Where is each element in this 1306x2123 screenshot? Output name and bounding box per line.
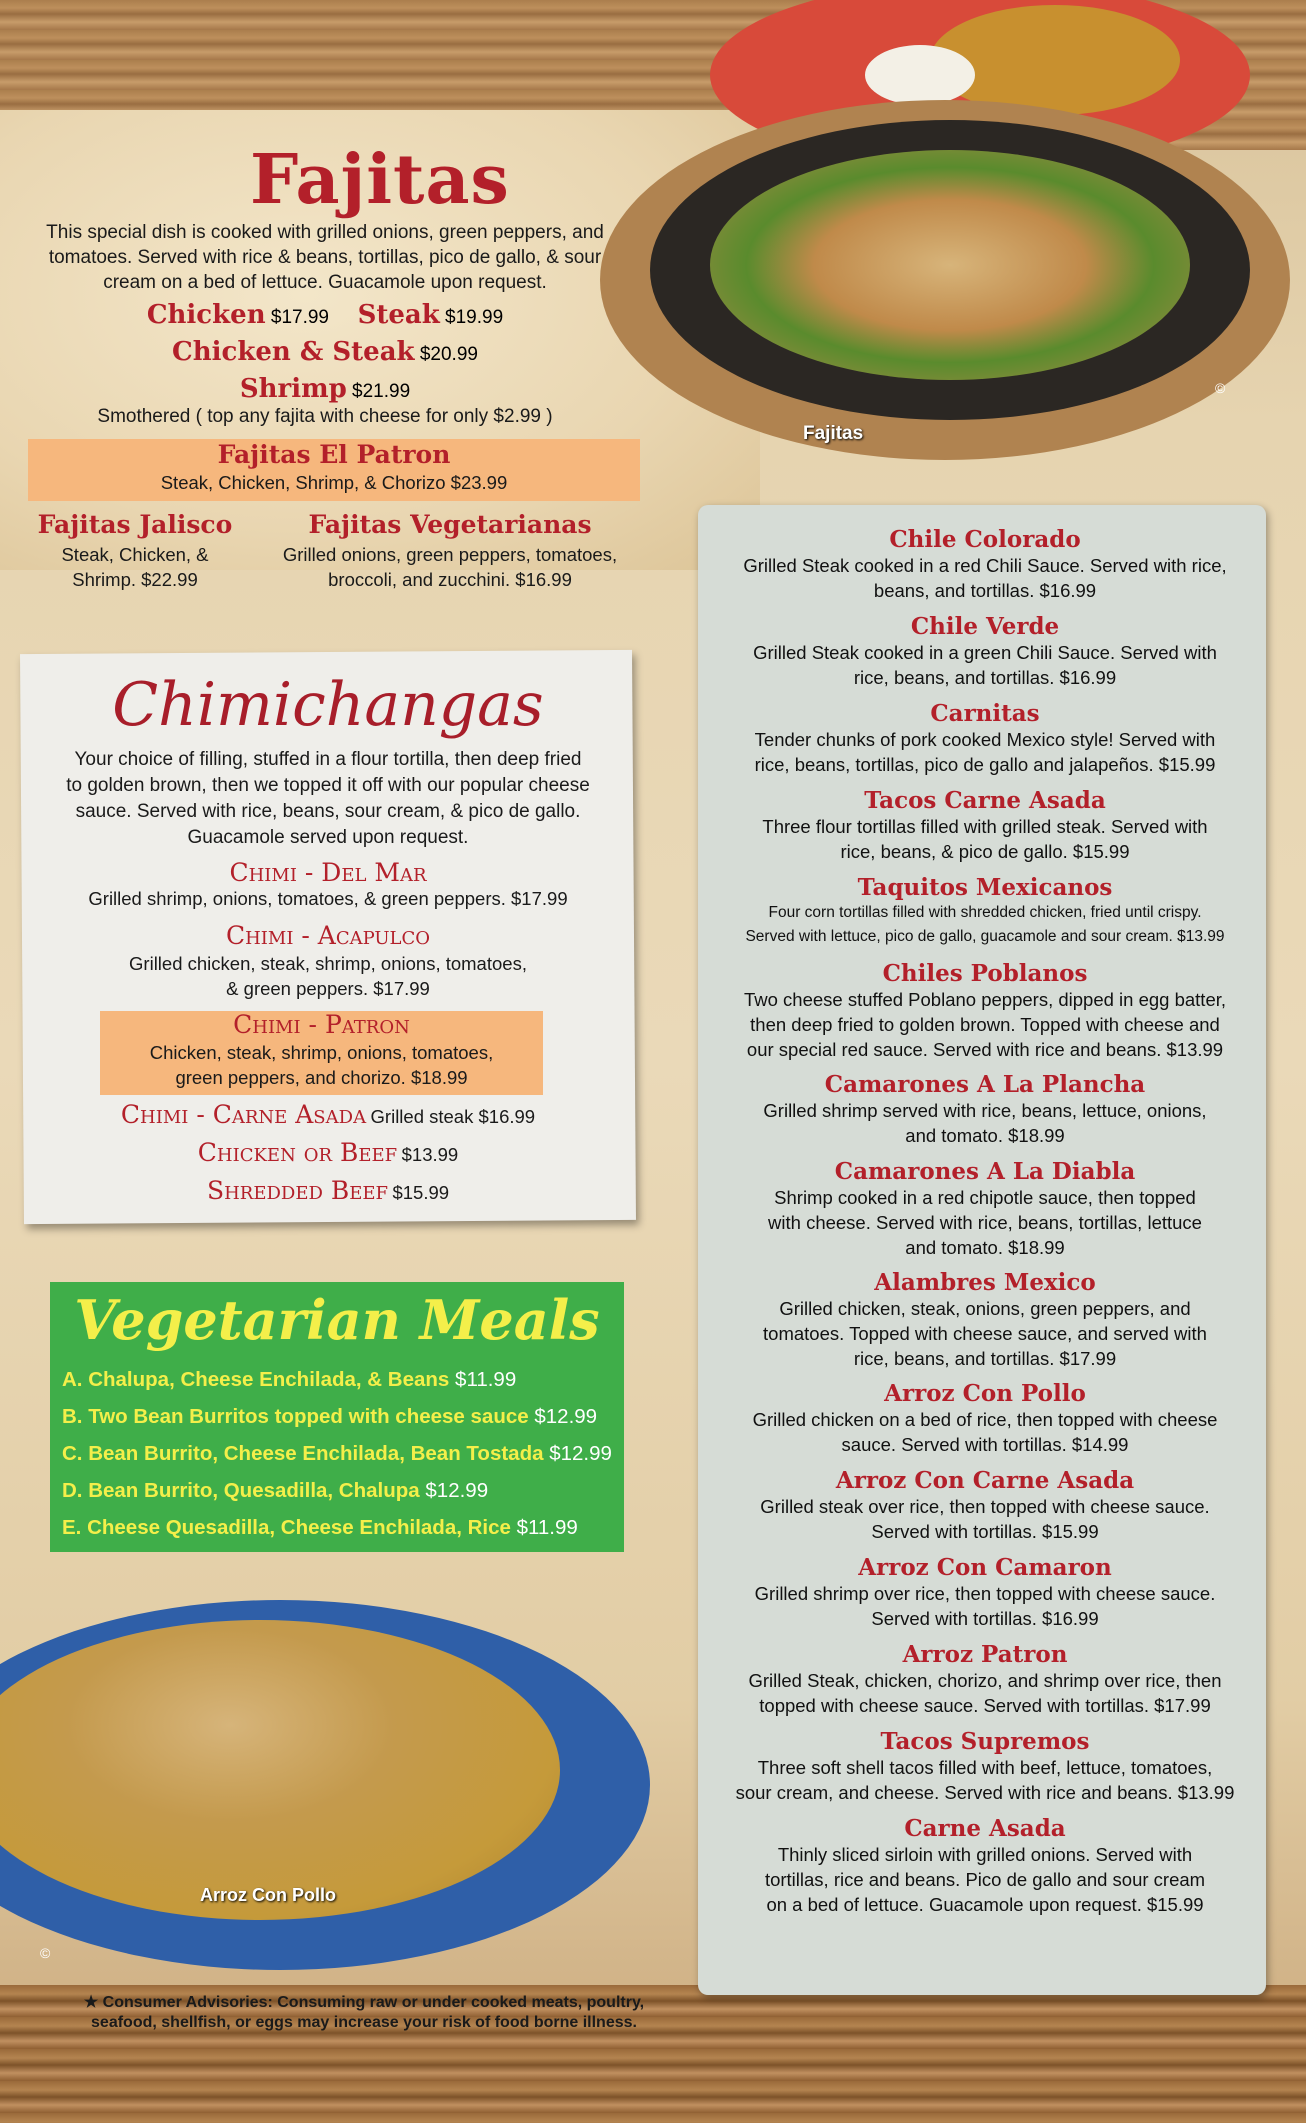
veg-item-c: [62, 1442, 612, 1466]
specialty-desc-line: Grilled chicken, steak, onions, green peppers, and: [779, 1298, 1191, 1319]
steak-price: $19.99: [445, 307, 504, 328]
desc-line: & green peppers. $17.99: [226, 978, 430, 999]
shredded-beef-row: [22, 1176, 634, 1205]
specialty-desc-line: Four corn tortillas filled with shredded chicken, fried until crispy.: [768, 904, 1202, 921]
chicken-steak-price: $20.99: [419, 344, 478, 365]
desc-line: sauce. Served with rice, beans, sour cream, & pico de gallo.: [75, 801, 581, 822]
fajitas-photo: [600, 0, 1306, 470]
specialty-title: Camarones A La Plancha: [824, 1071, 1146, 1098]
specialty-desc-line: Two cheese stuffed Poblano peppers, dipped in egg batter,: [743, 989, 1227, 1010]
shredded-beef-price: $15.99: [392, 1182, 450, 1203]
specialty-desc-line: with cheese. Served with rice, beans, tortillas, lettuce: [768, 1212, 1202, 1233]
chimi-del-mar-desc: Grilled shrimp, onions, tomatoes, & green peppers. $17.99: [88, 888, 568, 909]
chimi-carne-asada-row: [22, 1100, 634, 1129]
specialty-desc-line: and tomato. $18.99: [905, 1125, 1065, 1146]
chimichangas-title: Chimichangas: [112, 670, 544, 740]
specialty-desc-line: Grilled steak over rice, then topped with cheese sauce.: [760, 1496, 1210, 1517]
desc-line: Shrimp. $22.99: [72, 569, 198, 590]
specialty-title: Chile Verde: [910, 613, 1060, 640]
shrimp-price: $21.99: [352, 381, 411, 402]
specialty-title: Carne Asada: [904, 1815, 1066, 1842]
specialty-desc-line: and tomato. $18.99: [905, 1237, 1065, 1258]
specialty-title: Arroz Con Pollo: [884, 1380, 1086, 1407]
specialty-item: [715, 1728, 1255, 1805]
specialty-item: [715, 960, 1255, 1062]
specialty-desc-line: tortillas, rice and beans. Pico de gallo and sour cream: [764, 1869, 1206, 1890]
specialty-desc-line: rice, beans, tortillas, pico de gallo and jalapeños. $15.99: [754, 754, 1216, 775]
shrimp-label: Shrimp: [239, 374, 347, 404]
specialty-desc-line: our special red sauce. Served with rice and beans. $13.99: [746, 1039, 1224, 1060]
desc-line: broccoli, and zucchini. $16.99: [328, 569, 572, 590]
specialty-item: [715, 1815, 1255, 1917]
specialty-desc-line: beans, and tortillas. $16.99: [873, 580, 1097, 601]
specialty-item: [715, 1467, 1255, 1544]
desc-line: green peppers, and chorizo. $18.99: [175, 1067, 468, 1088]
advisory-line: ★ Consumer Advisories: Consuming raw or under cooked meats, poultry,: [83, 1994, 645, 2011]
fajitas-title: Fajitas: [250, 140, 510, 220]
fajitas-el-patron-desc: Steak, Chicken, Shrimp, & Chorizo $23.99: [160, 472, 508, 493]
shredded-beef-title: Shredded Beef: [206, 1176, 388, 1205]
consumer-advisory: [54, 1993, 674, 2033]
specialty-item: [715, 1269, 1255, 1371]
veg-item-d: [62, 1479, 488, 1503]
specialty-item: [715, 874, 1255, 949]
desc-line: tomatoes. Served with rice & beans, tortillas, pico de gallo, & sour: [48, 247, 602, 268]
chicken-price: $17.99: [270, 307, 329, 328]
specialty-item: [715, 1071, 1255, 1148]
fajitas-vegetarianas-desc: [250, 542, 650, 592]
specialty-desc-line: rice, beans, and tortillas. $17.99: [853, 1348, 1117, 1369]
specialty-desc-line: Served with tortillas. $15.99: [871, 1521, 1099, 1542]
specialty-title: Carnitas: [930, 700, 1040, 727]
chimi-patron-title: Chimi - Patron: [233, 1010, 410, 1039]
specialty-desc-line: Grilled Steak, chicken, chorizo, and shrimp over rice, then: [748, 1670, 1222, 1691]
desc-line: Chicken, steak, shrimp, onions, tomatoes,: [149, 1042, 494, 1063]
veg-item-price: $11.99: [516, 1516, 578, 1539]
arroz-photo-caption: Arroz Con Pollo: [200, 1885, 336, 1905]
specialty-desc-line: Served with lettuce, pico de gallo, guacamole and sour cream. $13.99: [745, 928, 1225, 945]
specialty-title: Tacos Carne Asada: [864, 787, 1106, 814]
specialty-item: [715, 526, 1255, 603]
specialty-title: Chiles Poblanos: [882, 960, 1088, 987]
fajitas-jalisco-title: Fajitas Jalisco: [37, 510, 233, 539]
vegetarian-meals-title: Vegetarian Meals: [74, 1288, 600, 1352]
veg-item-name: C. Bean Burrito, Cheese Enchilada, Bean Tostada: [62, 1442, 544, 1465]
specialty-desc-line: rice, beans, & pico de gallo. $15.99: [840, 841, 1130, 862]
chicken-or-beef-row: [22, 1138, 634, 1167]
fajitas-photo-caption: Fajitas: [803, 423, 864, 444]
veg-item-b: [62, 1405, 597, 1429]
specialty-item: [715, 1641, 1255, 1718]
veg-item-a: [62, 1368, 516, 1392]
copyright-mark: ©: [1215, 380, 1226, 396]
veg-item-name: A. Chalupa, Cheese Enchilada, & Beans: [62, 1368, 450, 1391]
fajitas-price-row-1: [20, 300, 630, 330]
specialty-desc-line: Grilled shrimp over rice, then topped with cheese sauce.: [754, 1583, 1216, 1604]
chicken-or-beef-price: $13.99: [401, 1144, 459, 1165]
veg-item-name: D. Bean Burrito, Quesadilla, Chalupa: [62, 1479, 420, 1502]
veg-item-price: $11.99: [455, 1368, 517, 1391]
specialty-item: [715, 613, 1255, 690]
fajitas-price-row-3: [20, 374, 630, 404]
specialty-title: Taquitos Mexicanos: [857, 874, 1113, 901]
desc-line: Steak, Chicken, &: [61, 544, 209, 565]
desc-line: to golden brown, then we topped it off with our popular cheese: [66, 775, 590, 796]
specialty-title: Arroz Con Camaron: [858, 1554, 1112, 1581]
specialty-title: Arroz Patron: [902, 1641, 1068, 1668]
chimi-carne-asada-title: Chimi - Carne Asada: [120, 1100, 367, 1129]
copyright-mark: ©: [40, 1945, 51, 1961]
desc-line: Your choice of filling, stuffed in a flour tortilla, then deep fried: [74, 749, 582, 770]
specialty-desc-line: Three soft shell tacos filled with beef, lettuce, tomatoes,: [757, 1757, 1213, 1778]
specialty-desc-line: Grilled chicken on a bed of rice, then topped with cheese: [752, 1409, 1218, 1430]
chicken-label: Chicken: [146, 300, 266, 330]
specialty-item: [715, 1158, 1255, 1260]
fajita-meat: [710, 150, 1190, 380]
arroz-con-pollo-photo: [0, 1580, 690, 1980]
chicken-steak-label: Chicken & Steak: [172, 337, 415, 367]
sour-cream-side: [865, 45, 975, 105]
fajitas-jalisco-desc: [20, 542, 250, 592]
desc-line: cream on a bed of lettuce. Guacamole upon request.: [103, 272, 547, 293]
specialty-desc-line: tomatoes. Topped with cheese sauce, and served with: [763, 1323, 1207, 1344]
specialty-item: [715, 1380, 1255, 1457]
specialty-desc-line: Served with tortillas. $16.99: [871, 1608, 1099, 1629]
specialty-desc-line: Tender chunks of pork cooked Mexico style! Served with: [754, 729, 1216, 750]
specialty-desc-line: Thinly sliced sirloin with grilled onions. Served with: [777, 1844, 1193, 1865]
desc-line: Grilled chicken, steak, shrimp, onions, tomatoes,: [129, 953, 527, 974]
specialty-title: Chile Colorado: [889, 526, 1081, 553]
chimi-acapulco-desc: [22, 951, 634, 1001]
chimi-carne-asada-desc: Grilled steak $16.99: [370, 1106, 536, 1127]
veg-item-price: $12.99: [549, 1442, 612, 1465]
veg-item-name: B. Two Bean Burritos topped with cheese sauce: [62, 1405, 529, 1428]
chimichangas-description: [22, 747, 634, 851]
smothered-note: Smothered ( top any fajita with cheese for only $2.99 ): [97, 406, 553, 427]
specialty-item: [715, 700, 1255, 777]
desc-line: Guacamole served upon request.: [187, 827, 469, 848]
veg-item-name: E. Cheese Quesadilla, Cheese Enchilada, Rice: [62, 1516, 511, 1539]
desc-line: Grilled onions, green peppers, tomatoes,: [282, 544, 618, 565]
specialty-title: Camarones A La Diabla: [834, 1158, 1136, 1185]
steak-label: Steak: [357, 300, 440, 330]
fajitas-price-row-2: [20, 337, 630, 367]
veg-item-price: $12.99: [425, 1479, 489, 1502]
fajitas-description: [20, 220, 630, 295]
specialty-desc-line: then deep fried to golden brown. Topped with cheese and: [750, 1014, 1220, 1035]
specialty-desc-line: topped with cheese sauce. Served with tortillas. $17.99: [759, 1695, 1211, 1716]
specialty-desc-line: Grilled Steak cooked in a red Chili Sauce. Served with rice,: [743, 555, 1227, 576]
specialty-desc-line: on a bed of lettuce. Guacamole upon request. $15.99: [766, 1894, 1204, 1915]
fajitas-vegetarianas-title: Fajitas Vegetarianas: [308, 510, 592, 539]
specialty-item: [715, 787, 1255, 864]
specialty-desc-line: sauce. Served with tortillas. $14.99: [841, 1434, 1129, 1455]
specialty-item: [715, 1554, 1255, 1631]
veg-item-e: [62, 1516, 578, 1540]
chimi-del-mar-title: Chimi - Del Mar: [229, 858, 427, 887]
desc-line: This special dish is cooked with grilled onions, green peppers, and: [46, 222, 604, 243]
specialty-desc-line: Grilled shrimp served with rice, beans, lettuce, onions,: [763, 1100, 1207, 1121]
specialty-desc-line: Three flour tortillas filled with grilled steak. Served with: [762, 816, 1208, 837]
specialty-title: Arroz Con Carne Asada: [835, 1467, 1135, 1494]
chimi-patron-desc: [100, 1040, 543, 1090]
specialty-desc-line: Shrimp cooked in a red chipotle sauce, then topped: [774, 1187, 1196, 1208]
chicken-or-beef-title: Chicken or Beef: [197, 1138, 398, 1167]
specialty-title: Tacos Supremos: [880, 1728, 1090, 1755]
specialty-title: Alambres Mexico: [874, 1269, 1096, 1296]
veg-item-price: $12.99: [534, 1405, 598, 1428]
chimi-acapulco-title: Chimi - Acapulco: [225, 921, 431, 950]
specialty-desc-line: Grilled Steak cooked in a green Chili Sauce. Served with: [753, 642, 1217, 663]
specialty-desc-line: rice, beans, and tortillas. $16.99: [853, 667, 1117, 688]
advisory-line: seafood, shellfish, or eggs may increase your risk of food borne illness.: [91, 2014, 637, 2031]
specialty-desc-line: sour cream, and cheese. Served with rice and beans. $13.99: [735, 1782, 1235, 1803]
fajitas-el-patron-title: Fajitas El Patron: [217, 440, 451, 469]
